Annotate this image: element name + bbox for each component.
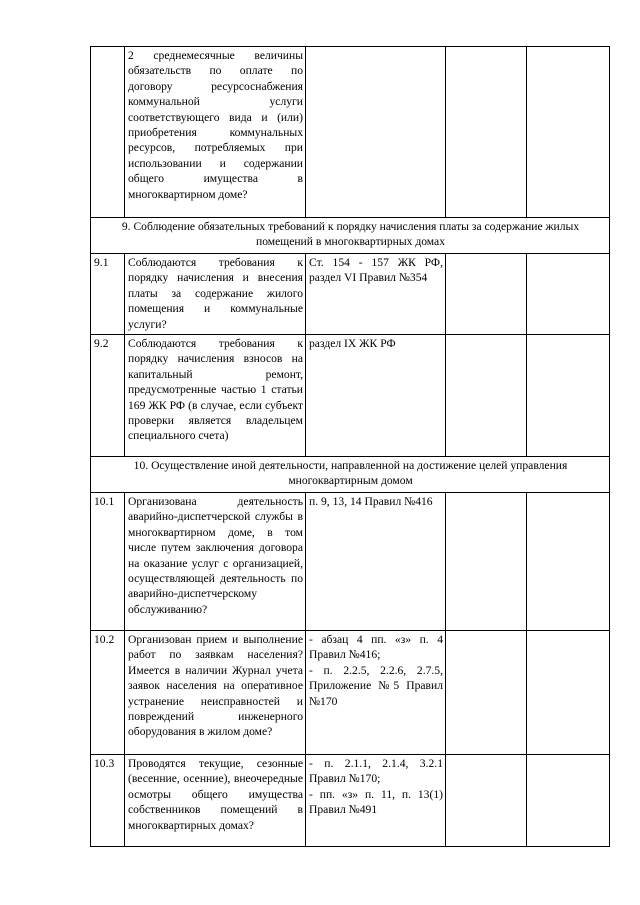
table-row-continuation: [91, 47, 610, 218]
basis-cell: [306, 631, 446, 755]
question-cell: [125, 493, 306, 631]
question-cell: [125, 631, 306, 755]
question-cell: [125, 755, 306, 847]
answer-cell: [446, 631, 527, 755]
table-row: [91, 335, 610, 457]
question-cell: [125, 254, 306, 335]
row-number: 9.1: [91, 254, 125, 335]
answer-cell: [446, 254, 527, 335]
basis-cell: [306, 335, 446, 457]
answer-cell: [446, 755, 527, 847]
question-text: 2 среднемесячные величины обязательств по оплате по договору ресурсоснабжения коммунальной услуги соответствующего вида и (или) приобретения коммунальных ресурсов, потребляемых при использовании и содержании общего имущества в многоквартирном доме?: [128, 49, 303, 201]
basis-cell: [306, 47, 446, 218]
basis-cell: [306, 755, 446, 847]
basis-line: - абзац 4 пп. «з» п. 4 Правил №416;: [309, 633, 443, 662]
question-text: Проводятся текущие, сезонные (весенние, осенние), внеочередные осмотры общего имущества собственников помещений в многоквартирных домах?: [128, 757, 303, 832]
answer-cell: [446, 493, 527, 631]
table-row: [91, 254, 610, 335]
note-cell: [527, 47, 610, 218]
question-text: Организован прием и выполнение работ по заявкам населения? Имеется в наличии Журнал учета заявок населения на оперативное устранение неисправностей и повреждений инженерного оборудования в жилом доме?: [128, 633, 303, 739]
basis-line: - п. 2.2.5, 2.2.6, 2.7.5, Приложение №5 Правил №170: [309, 663, 443, 708]
note-cell: [527, 254, 610, 335]
question-cell: [125, 335, 306, 457]
section-header-row: [91, 218, 610, 254]
note-cell: [527, 493, 610, 631]
row-number: 10.3: [91, 755, 125, 847]
checklist-table: [90, 46, 610, 847]
section-title: 10. Осуществление иной деятельности, направленной на достижение целей управления многоквартирным домом: [91, 457, 610, 493]
question-cell: [125, 47, 306, 218]
basis-line: - пп. «з» п. 11, п. 13(1) Правил №491: [309, 787, 443, 817]
table-row: [91, 493, 610, 631]
question-text: Соблюдаются требования к порядку начисления взносов на капитальный ремонт, предусмотренные частью 1 статьи 169 ЖК РФ (в случае, если субъект проверки является владельцем специального счета): [128, 337, 303, 443]
question-text: Организована деятельность аварийно-диспетчерской службы в многоквартирном доме, в том числе путем заключения договора на оказание услуг с организацией, осуществляющей деятельность по аварийно-диспетчерскому обслуживанию?: [128, 495, 303, 616]
section-header-row: [91, 457, 610, 493]
table-row: [91, 631, 610, 755]
answer-cell: [446, 335, 527, 457]
row-number-cell: [91, 47, 125, 218]
note-cell: [527, 755, 610, 847]
basis-text: раздел IX ЖК РФ: [309, 337, 396, 351]
answer-cell: [446, 47, 527, 218]
note-cell: [527, 631, 610, 755]
basis-text: Ст. 154 - 157 ЖК РФ, раздел VI Правил №354: [309, 256, 443, 285]
question-text: Соблюдаются требования к порядку начисления и внесения платы за содержание жилого помещения и коммунальные услуги?: [128, 256, 303, 331]
row-number: 10.1: [91, 493, 125, 631]
row-number: 9.2: [91, 335, 125, 457]
document-page: [90, 46, 609, 847]
section-title: 9. Соблюдение обязательных требований к порядку начисления платы за содержание жилых помещений в многоквартирных домах: [91, 218, 610, 254]
basis-text: п. 9, 13, 14 Правил №416: [309, 495, 433, 509]
row-number: 10.2: [91, 631, 125, 755]
note-cell: [527, 335, 610, 457]
table-row: [91, 755, 610, 847]
basis-cell: [306, 254, 446, 335]
basis-cell: [306, 493, 446, 631]
basis-line: - п. 2.1.1, 2.1.4, 3.2.1 Правил №170;: [309, 757, 443, 786]
